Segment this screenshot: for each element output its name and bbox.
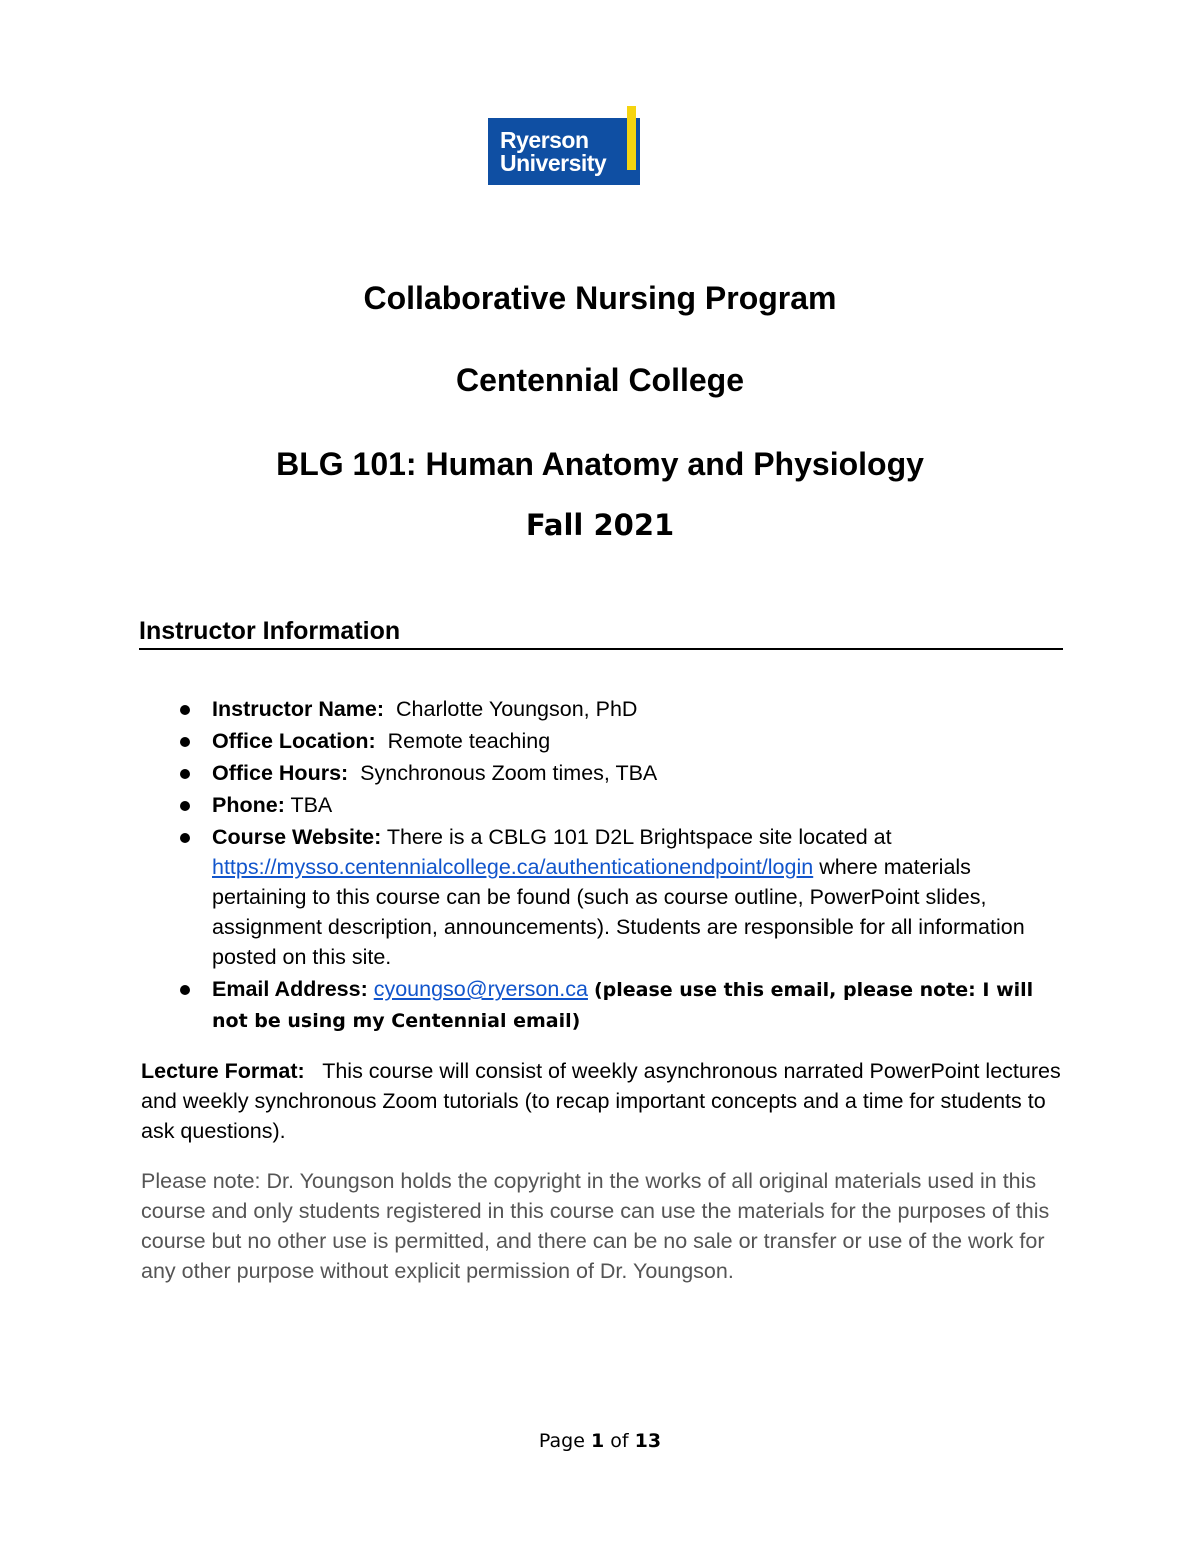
list-item: [170, 694, 1070, 724]
bullet-icon: [180, 705, 190, 715]
page-word: Page: [538, 1430, 585, 1452]
item-value: Charlotte Youngson, PhD: [396, 697, 638, 721]
list-item: [170, 726, 1070, 756]
item-value: There is a CBLG 101 D2L Brightspace site located at: [386, 825, 892, 849]
logo-yellow-bar: [627, 106, 636, 170]
copyright-note: Please note: Dr. Youngson holds the copyright in the works of all original materials used in this course and only students registered in this course can use the materials for the purposes of this course but no other use is permitted, and there can be no sale or transfer or use of the work for any other purpose without explicit permission of Dr. Youngson.: [141, 1169, 1050, 1283]
list-item: [170, 822, 1070, 972]
list-item: [170, 790, 1070, 820]
course-website-link[interactable]: https://mysso.centennialcollege.ca/authenticationendpoint/login: [212, 855, 814, 879]
email-note: (please use this email, please note: I will not be using my Centennial email): [212, 979, 1034, 1032]
instructor-section-heading: Instructor Information: [139, 616, 1063, 650]
item-value: Remote teaching: [387, 729, 551, 753]
page-footer: [0, 1430, 1200, 1452]
item-value-continued: where materials pertaining to this course can be found (such as course outline, PowerPoint slides, assignment description, announcements). Students are responsible for all information posted on this site.: [212, 855, 1025, 969]
instructor-info-list: [170, 694, 1070, 1038]
item-label: Phone:: [212, 793, 285, 817]
item-label: Office Hours:: [212, 761, 349, 785]
term-title: Fall 2021: [525, 508, 675, 542]
lecture-format-text: This course will consist of weekly asynchronous narrated PowerPoint lectures and weekly synchronous Zoom tutorials (to recap important concepts and a time for students to ask questions).: [141, 1059, 1061, 1143]
item-value: TBA: [290, 793, 333, 817]
email-link[interactable]: cyoungso@ryerson.ca: [373, 977, 588, 1001]
list-item: [170, 758, 1070, 788]
logo-line-2: University: [500, 149, 607, 176]
college-title: Centennial College: [455, 362, 745, 398]
item-label: Instructor Name:: [212, 697, 385, 721]
item-label: Email Address:: [212, 977, 368, 1001]
bullet-icon: [180, 769, 190, 779]
item-value: Synchronous Zoom times, TBA: [360, 761, 658, 785]
lecture-format-label: Lecture Format:: [141, 1059, 305, 1083]
bullet-icon: [180, 985, 190, 995]
of-word: of: [610, 1430, 629, 1452]
program-title: Collaborative Nursing Program: [363, 280, 837, 316]
page-number: 1: [590, 1430, 605, 1452]
bullet-icon: [180, 801, 190, 811]
bullet-icon: [180, 833, 190, 843]
lecture-format-paragraph: [141, 1056, 1066, 1146]
bullet-icon: [180, 737, 190, 747]
list-item: [170, 974, 1070, 1036]
item-label: Office Location:: [212, 729, 376, 753]
course-title: BLG 101: Human Anatomy and Physiology: [276, 446, 924, 482]
page-total: 13: [634, 1430, 662, 1452]
item-label: Course Website:: [212, 825, 382, 849]
ryerson-university-logo: [488, 106, 650, 186]
logo-box: [488, 118, 640, 185]
logo-line-1: Ryerson: [500, 126, 589, 153]
